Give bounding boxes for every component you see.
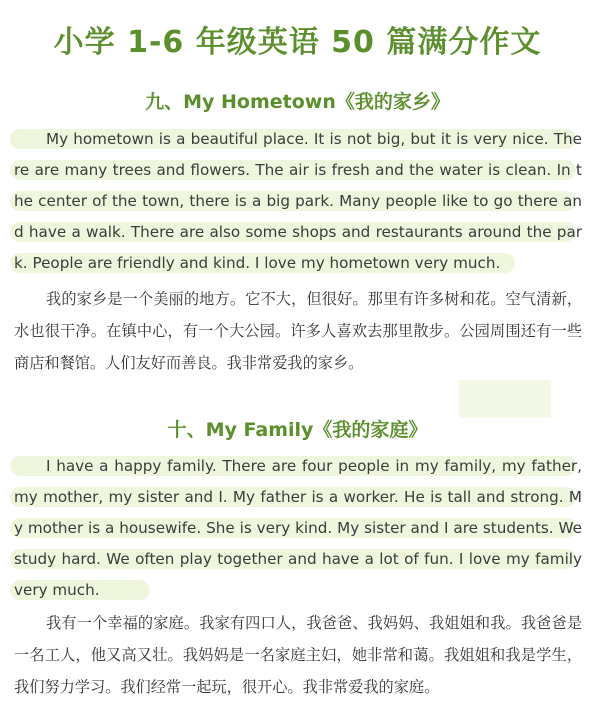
- page-title: 小学 1-6 年级英语 50 篇满分作文: [53, 25, 542, 60]
- chinese-paragraph-hometown: 我的家乡是一个美丽的地方。它不大，但很好。那里有许多树和花。空气清新，水也很干净。在镇中心，有一个大公园。许多人喜欢去那里散步。公园周围还有一些商店和餐馆。人们友好而善良。我非常爱我的家乡。: [14, 290, 582, 372]
- english-paragraph-family: I have a happy family. There are four people in my family, my father, my mother, my sister and I. My father is a worker. He is tall and strong. My mother is a housewife. She is very kind. My sister and I are students. We study hard. We often play together and have a lot of fun. I love my family very much.: [14, 457, 582, 599]
- english-paragraph-hometown: My hometown is a beautiful place. It is not big, but it is very nice. There are many trees and flowers. The air is fresh and the water is clean. In the center of the town, there is a big park. Many people like to go there and have a walk. There are also some shops and restaurants around the park. People are friendly and kind. I love my hometown very much.: [14, 130, 582, 272]
- chinese-paragraph-family: 我有一个幸福的家庭。我家有四口人，我爸爸、我妈妈、我姐姐和我。我爸爸是一名工人，他又高又壮。我妈妈是一名家庭主妇，她非常和蔼。我姐姐和我是学生，我们努力学习。我们经常一起玩，很开心。我非常爱我的家庭。: [14, 614, 582, 696]
- section-heading-family: 十、My Family《我的家庭》: [167, 419, 428, 441]
- section-heading-hometown: 九、My Hometown《我的家乡》: [145, 91, 450, 113]
- decorative-block: [459, 380, 551, 418]
